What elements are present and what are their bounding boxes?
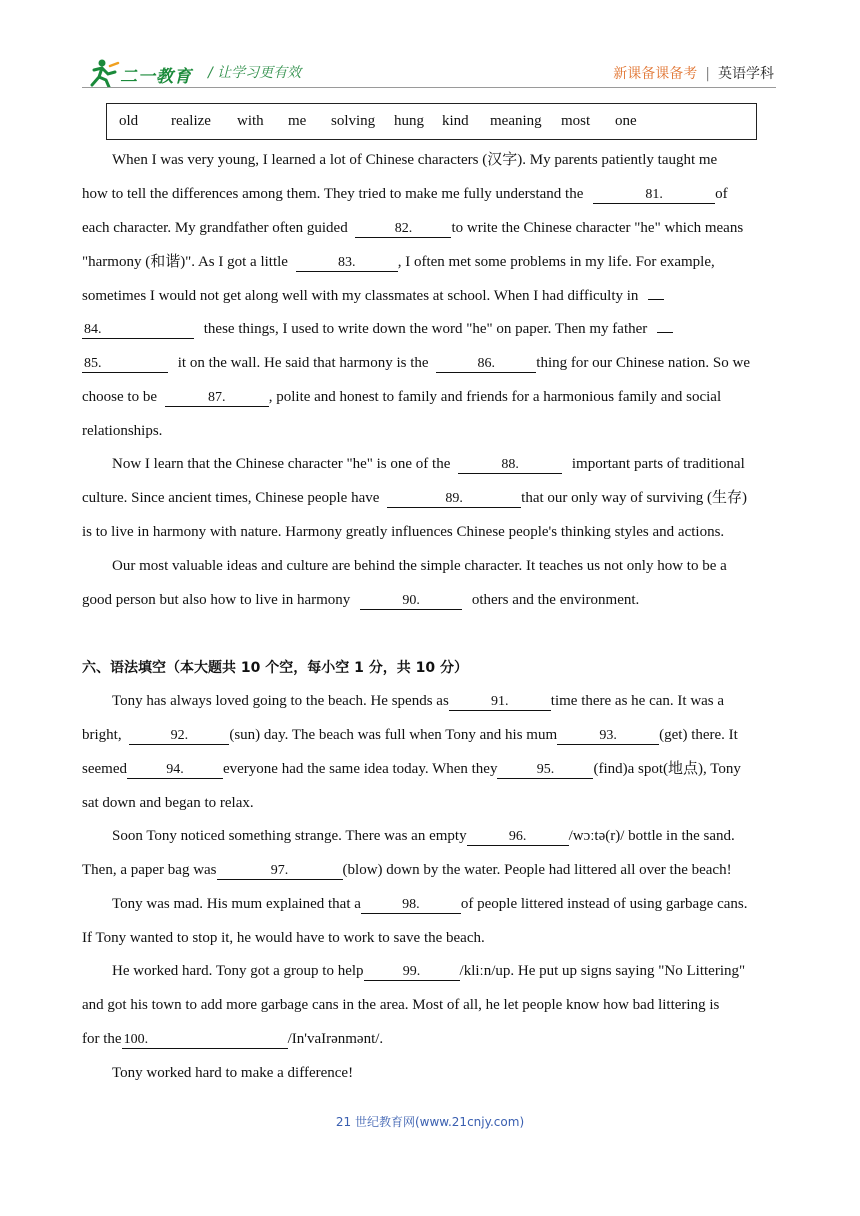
blank-88[interactable] [458, 456, 562, 474]
blank-number: 86. [477, 356, 496, 371]
header-right [613, 63, 774, 83]
text-span: Now I learn that the Chinese character "he" is one of the [112, 456, 451, 472]
blank-95[interactable] [497, 761, 593, 779]
text-span: (sun) day. The beach was full when Tony and his mum [229, 727, 558, 743]
word-item: with [237, 113, 264, 129]
blank-number: 99. [402, 964, 421, 979]
blank-number: 84. [84, 322, 102, 337]
text-line [82, 488, 780, 508]
text-line: When I was very young, I learned a lot of Chinese characters (汉字). My parents patiently taught me [112, 152, 718, 168]
text-line [82, 860, 780, 880]
blank-number: 81. [645, 187, 663, 202]
blank-number: 97. [270, 863, 289, 878]
text-line [82, 319, 780, 339]
text-span: bright, [82, 727, 122, 743]
blank-87[interactable] [165, 389, 269, 407]
text-line [82, 387, 780, 407]
text-span: each character. My grandfather often guided [82, 220, 348, 236]
blank-number: 93. [599, 728, 617, 743]
text-line: sat down and began to relax. [82, 795, 254, 811]
blank-81[interactable] [593, 186, 715, 204]
blank-number: 96. [508, 829, 527, 844]
blank-84[interactable] [82, 321, 194, 339]
text-span: seemed [82, 761, 127, 777]
text-span: Tony was mad. His mum explained that a [112, 896, 361, 912]
word-item: meaning [490, 113, 542, 129]
text-span: good person but also how to live in harmony [82, 592, 351, 608]
word-item: solving [331, 113, 376, 129]
text-span: it on the wall. He said that harmony is the [177, 355, 429, 371]
text-span: He worked hard. Tony got a group to help [112, 963, 364, 979]
text-line [82, 252, 780, 272]
blank-number: 87. [207, 390, 226, 405]
text-span: "harmony (和谐)". As I got a little [82, 254, 288, 270]
text-span: of people littered instead of using garbage cans. [460, 896, 748, 912]
blank-100[interactable] [122, 1031, 288, 1049]
text-span: choose to be [82, 389, 157, 405]
text-span: thing for our Chinese nation. So we [536, 355, 751, 371]
blank-97[interactable] [217, 862, 343, 880]
text-span: (blow) down by the water. People had littered all over the beach! [342, 862, 732, 878]
text-span: culture. Since ancient times, Chinese people have [82, 490, 380, 506]
blank-number: 90. [402, 593, 420, 608]
text-span: /kliːn/up. He put up signs saying "No Littering" [459, 963, 746, 979]
text-span: /wɔːtə(r)/ bottle in the sand. [568, 828, 735, 844]
brand-name: 二一教育 [120, 67, 192, 87]
blank-number: 100. [123, 1032, 149, 1047]
text-span: (get) there. It [659, 727, 738, 743]
subject-label: 英语学科 [718, 66, 774, 82]
blank-number: 85. [84, 356, 102, 371]
text-line [112, 454, 780, 474]
section-title: 六、语法填空（本大题共 10 个空，每小空 1 分，共 10 分） [82, 660, 468, 676]
blank-number: 82. [394, 221, 413, 236]
text-span: sometimes I would not get along well with my classmates at school. When I had difficulty in [82, 288, 639, 304]
text-span: everyone had the same idea today. When they [222, 761, 498, 777]
word-item: old [119, 113, 139, 129]
blank-number: 94. [166, 762, 184, 777]
blank-number: 88. [501, 457, 519, 472]
header-separator: | [705, 66, 710, 82]
blank-94[interactable] [127, 761, 223, 779]
word-item: realize [171, 113, 211, 129]
blank-number: 83. [337, 255, 356, 270]
text-line [112, 894, 780, 914]
word-item: hung [394, 113, 424, 129]
text-span: , I often met some problems in my life. For example, [397, 254, 715, 270]
blank-96[interactable] [467, 828, 569, 846]
footer-link[interactable]: 21 世纪教育网(www.21cnjy.com) [335, 1115, 525, 1129]
blank-number: 89. [445, 491, 463, 506]
blank-85-start [657, 332, 673, 333]
text-line: and got his town to add more garbage cans in the area. Most of all, he let people know how bad littering is [82, 997, 720, 1013]
text-line [82, 286, 780, 306]
text-span: Tony has always loved going to the beach. He spends as [112, 693, 449, 709]
blank-85[interactable] [82, 355, 168, 373]
blank-number: 98. [402, 897, 420, 912]
word-item: most [561, 113, 591, 129]
blank-84-start [648, 299, 664, 300]
blank-82[interactable] [355, 220, 451, 238]
text-span: , polite and honest to family and friends for a harmonious family and social [268, 389, 722, 405]
blank-99[interactable] [364, 963, 460, 981]
word-item: one [615, 113, 637, 129]
blank-83[interactable] [296, 254, 398, 272]
text-line [112, 961, 780, 981]
text-line [112, 691, 780, 711]
text-line [82, 1029, 780, 1049]
blank-number: 92. [170, 728, 189, 743]
text-line: Tony worked hard to make a difference! [112, 1065, 354, 1081]
text-span: important parts of traditional [571, 456, 745, 472]
text-line [82, 218, 780, 238]
blank-93[interactable] [557, 727, 659, 745]
slogan: / 让学习更有效 [208, 65, 302, 81]
text-span: that our only way of surviving (生存) [521, 490, 747, 506]
blank-90[interactable] [360, 592, 462, 610]
blank-86[interactable] [436, 355, 536, 373]
text-line: relationships. [82, 423, 163, 439]
blank-92[interactable] [129, 727, 229, 745]
blank-number: 95. [536, 762, 555, 777]
text-span: to write the Chinese character "he" which means [451, 220, 744, 236]
blank-89[interactable] [387, 490, 521, 508]
course-label: 新课备课备考 [613, 66, 698, 82]
text-line [82, 353, 780, 373]
blank-91[interactable] [449, 693, 551, 711]
word-item: kind [442, 113, 469, 129]
text-span: of [715, 186, 728, 202]
text-span: for the [82, 1031, 122, 1047]
text-span: Soon Tony noticed something strange. There was an empty [112, 828, 467, 844]
text-span: how to tell the differences among them. They tried to make me fully understand the [82, 186, 584, 202]
text-line [112, 826, 780, 846]
text-span: (find)a spot(地点), Tony [593, 761, 741, 777]
word-item: me [288, 113, 307, 129]
text-line: Our most valuable ideas and culture are behind the simple character. It teaches us not only how to be a [112, 558, 727, 574]
text-span: others and the environment. [471, 592, 640, 608]
text-span: these things, I used to write down the word "he" on paper. Then my father [203, 321, 648, 337]
word-box [106, 103, 757, 140]
blank-number: 91. [491, 694, 509, 709]
text-line [82, 184, 780, 204]
text-line [82, 725, 780, 745]
text-span: Then, a paper bag was [82, 862, 217, 878]
text-span: /In'vaIrənmənt/. [287, 1031, 384, 1047]
text-line: is to live in harmony with nature. Harmony greatly influences Chinese people's thinking styles and actions. [82, 524, 725, 540]
header-divider [82, 87, 776, 88]
text-line [82, 590, 780, 610]
text-line: If Tony wanted to stop it, he would have to work to save the beach. [82, 930, 485, 946]
blank-98[interactable] [361, 896, 461, 914]
text-span: time there as he can. It was a [550, 693, 725, 709]
text-line [82, 759, 780, 779]
